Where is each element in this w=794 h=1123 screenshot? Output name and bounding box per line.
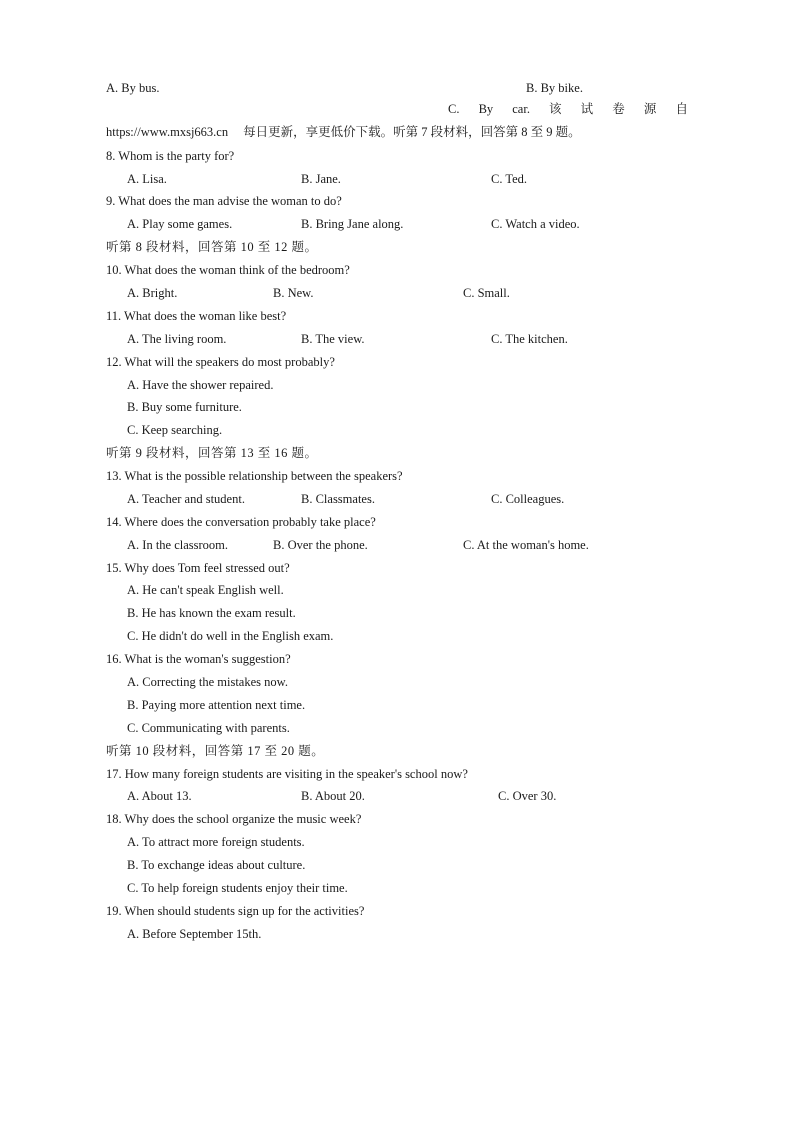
question-12-option-b: B. Buy some furniture. [127, 400, 242, 414]
question-14-option-c: C. At the woman's home. [463, 538, 589, 552]
question-16-stem: 16. What is the woman's suggestion? [106, 652, 291, 666]
question-18-option-a: A. To attract more foreign students. [127, 835, 305, 849]
section-10-heading: 听第 10 段材料，回答第 17 至 20 题。 [106, 744, 325, 758]
question-11-option-c: C. The kitchen. [491, 332, 568, 346]
question-19-stem: 19. When should students sign up for the activities? [106, 904, 365, 918]
q7-option-c-line [448, 101, 688, 117]
question-17-option-a: A. About 13. [127, 789, 192, 803]
question-8-option-b: B. Jane. [301, 172, 341, 186]
question-8-option-c: C. Ted. [491, 172, 528, 186]
question-15-option-c: C. He didn't do well in the English exam. [127, 629, 334, 643]
question-9-stem: 9. What does the man advise the woman to do? [106, 194, 342, 208]
section-9-heading: 听第 9 段材料，回答第 13 至 16 题。 [106, 446, 318, 460]
q7-option-c-word: car. [512, 102, 530, 116]
question-13-option-c: C. Colleagues. [491, 492, 565, 506]
source-note: 每日更新，享更低价下载。听第 7 段材料，回答第 8 至 9 题。 [243, 125, 581, 139]
question-18-stem: 18. Why does the school organize the music week? [106, 812, 362, 826]
question-16-option-c: C. Communicating with parents. [127, 721, 290, 735]
question-17-option-c: C. Over 30. [498, 789, 557, 803]
source-note-char: 该 [549, 102, 562, 116]
question-15-option-b: B. He has known the exam result. [127, 606, 296, 620]
question-9-option-c: C. Watch a video. [491, 217, 580, 231]
question-13-stem: 13. What is the possible relationship between the speakers? [106, 469, 403, 483]
question-12-option-a: A. Have the shower repaired. [127, 378, 274, 392]
question-10-option-b: B. New. [273, 286, 314, 300]
question-9-option-b: B. Bring Jane along. [301, 217, 404, 231]
question-13-option-a: A. Teacher and student. [127, 492, 245, 506]
question-11-option-b: B. The view. [301, 332, 365, 346]
question-8-option-a: A. Lisa. [127, 172, 167, 186]
question-11-stem: 11. What does the woman like best? [106, 309, 287, 323]
source-note-char: 自 [675, 102, 688, 116]
question-9-option-a: A. Play some games. [127, 217, 233, 231]
question-17-option-b: B. About 20. [301, 789, 365, 803]
source-note-char: 卷 [612, 102, 625, 116]
source-note-char: 试 [580, 102, 594, 116]
question-16-option-b: B. Paying more attention next time. [127, 698, 306, 712]
question-10-option-a: A. Bright. [127, 286, 178, 300]
question-15-option-a: A. He can't speak English well. [127, 583, 284, 597]
question-14-option-a: A. In the classroom. [127, 538, 229, 552]
question-8-stem: 8. Whom is the party for? [106, 149, 235, 163]
question-17-stem: 17. How many foreign students are visiting in the speaker's school now? [106, 767, 468, 781]
question-11-option-a: A. The living room. [127, 332, 227, 346]
question-12-stem: 12. What will the speakers do most probably? [106, 355, 335, 369]
q7-option-c-word: C. [448, 102, 460, 116]
question-14-option-b: B. Over the phone. [273, 538, 368, 552]
question-10-stem: 10. What does the woman think of the bedroom? [106, 263, 350, 277]
q7-option-a: A. By bus. [106, 81, 160, 95]
question-14-stem: 14. Where does the conversation probably take place? [106, 515, 376, 529]
question-15-stem: 15. Why does Tom feel stressed out? [106, 561, 290, 575]
question-13-option-b: B. Classmates. [301, 492, 375, 506]
source-note-char: 源 [643, 102, 657, 116]
question-12-option-c: C. Keep searching. [127, 423, 223, 437]
question-18-option-b: B. To exchange ideas about culture. [127, 858, 306, 872]
q7-option-b: B. By bike. [526, 81, 583, 95]
source-url[interactable]: https://www.mxsj663.cn [106, 125, 229, 139]
question-19-option-a: A. Before September 15th. [127, 927, 262, 941]
q7-option-c-word: By [478, 102, 494, 116]
question-10-option-c: C. Small. [463, 286, 510, 300]
source-line [106, 124, 581, 140]
question-18-option-c: C. To help foreign students enjoy their time. [127, 881, 348, 895]
section-8-heading: 听第 8 段材料，回答第 10 至 12 题。 [106, 240, 318, 254]
question-16-option-a: A. Correcting the mistakes now. [127, 675, 288, 689]
